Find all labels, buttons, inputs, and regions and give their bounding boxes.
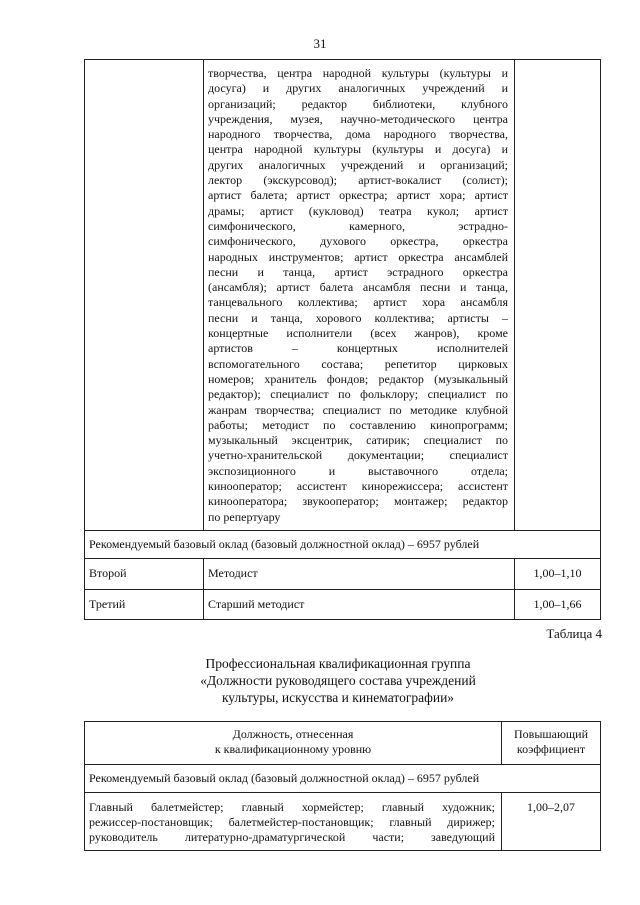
header-row: [85, 722, 601, 765]
position-list-line: учреждения, музея, научно-методического центра: [208, 111, 508, 126]
table-label: Таблица 4: [546, 626, 602, 641]
position-line: руководитель литературно-драматургической части; заведующий: [89, 830, 495, 845]
position-list-line: симфонического, камерного, эстрадно-: [208, 218, 508, 233]
header-coefficient: [502, 722, 601, 765]
position-line: режиссер-постановщик; балетмейстер-постановщик; главный дирижер;: [89, 815, 495, 830]
position-list-line: жанрам творчества; специалист по методике клубной: [208, 402, 508, 417]
header-coefficient-line: Повышающий: [513, 727, 588, 741]
position-list-line: песни и танца, хорового коллектива; артисты –: [208, 310, 508, 325]
position-list-line: центра народной культуры (культуры и досуга) и: [208, 142, 508, 157]
table-row: [85, 792, 601, 850]
position-list-line: кинооператора; звукооператор; монтажер; редактор: [208, 494, 508, 509]
position-list-line: артист балета; артист оркестра; артист хора; артист: [208, 188, 508, 203]
position-list-line: досуга) и других аналогичных учреждений и: [208, 81, 508, 96]
position-list-line: народного творчества, дома народного творчества,: [208, 127, 508, 142]
coefficient-cell: 1,00–2,07: [502, 792, 601, 850]
section-title-line: культуры, искусства и кинематографии»: [221, 690, 455, 705]
position-list-line: драмы; артист (кукловод) театра кукол; артист: [208, 203, 508, 218]
position-list-line: редактор); специалист по фольклору; специалист по: [208, 387, 508, 402]
level-cell: Второй: [85, 559, 204, 589]
position-list-line: экспозиционного и выставочного отдела;: [208, 463, 508, 478]
table-row: [85, 60, 601, 531]
coefficient-cell: 1,00–1,10: [515, 559, 601, 589]
position-line: Главный балетмейстер; главный хормейстер; главный художник;: [89, 799, 495, 814]
position-cell: Методист: [204, 559, 515, 589]
header-position: [85, 722, 502, 765]
section-title: [0, 655, 640, 706]
header-position-line: Должность, отнесенная: [232, 727, 354, 741]
salary-text: Рекомендуемый базовый оклад (базовый должностной оклад) – 6957 рублей: [85, 530, 601, 558]
position-list-line: (ансамбля); артист балета ансамбля песни и танца,: [208, 280, 508, 295]
section-title-line: Профессиональная квалификационная группа: [205, 656, 471, 671]
position-list-line: учетно-хранительской документации; специалист: [208, 448, 508, 463]
salary-row: [85, 530, 601, 558]
header-coefficient-line: коэффициент: [516, 742, 586, 757]
position-list-line: концертные исполнители (всех жанров), кроме: [208, 326, 508, 341]
table-3-continuation: [84, 59, 601, 620]
position-list-line: организаций; редактор библиотеки, клубного: [208, 96, 508, 111]
table-4: [84, 721, 601, 851]
table-row: [85, 589, 601, 619]
position-list-line: симфонического, духового оркестра, оркестра: [208, 234, 508, 249]
empty-coefficient-cell: [515, 60, 601, 531]
position-list-line: танцевального коллектива; артист хора ансамбля: [208, 295, 508, 310]
header-position-line: к квалификационному уровню: [214, 742, 372, 757]
level-cell: Третий: [85, 589, 204, 619]
page-number: 31: [313, 36, 327, 51]
table-row: [85, 559, 601, 589]
position-list-line: других аналогичных учреждений и организаций;: [208, 157, 508, 172]
position-list-line: по репертуару: [208, 509, 281, 524]
position-list-line: вспомогательного состава; репетитор цирковых: [208, 356, 508, 371]
coefficient-cell: 1,00–1,66: [515, 589, 601, 619]
section-title-line: «Должности руководящего состава учреждений: [200, 673, 476, 688]
position-list-line: кинооператор; ассистент кинорежиссера; ассистент: [208, 479, 508, 494]
position-list-line: песни и танца, артист эстрадного оркестра: [208, 264, 508, 279]
position-list: [208, 66, 508, 525]
position-list-line: номеров; хранитель фондов; редактор (музыкальный: [208, 371, 508, 386]
empty-level-cell: [85, 60, 204, 531]
position-list-line: артистов – концертных исполнителей: [208, 341, 508, 356]
position-cell: [85, 792, 502, 850]
position-list-line: лектор (экскурсовод); артист-вокалист (солист);: [208, 173, 508, 188]
position-list-line: творчества, центра народной культуры (культуры и: [208, 66, 508, 80]
position-list-line: работы; методист по составлению кинопрограмм;: [208, 417, 508, 432]
salary-text: Рекомендуемый базовый оклад (базовый должностной оклад) – 6957 рублей: [85, 764, 601, 792]
position-cell: Старший методист: [204, 589, 515, 619]
position-list-line: народных инструментов; артист оркестра ансамблей: [208, 249, 508, 264]
position-list-cell: [204, 60, 515, 531]
position-list-line: музыкальный эксцентрик, сатирик; специалист по: [208, 433, 508, 448]
salary-row: [85, 764, 601, 792]
